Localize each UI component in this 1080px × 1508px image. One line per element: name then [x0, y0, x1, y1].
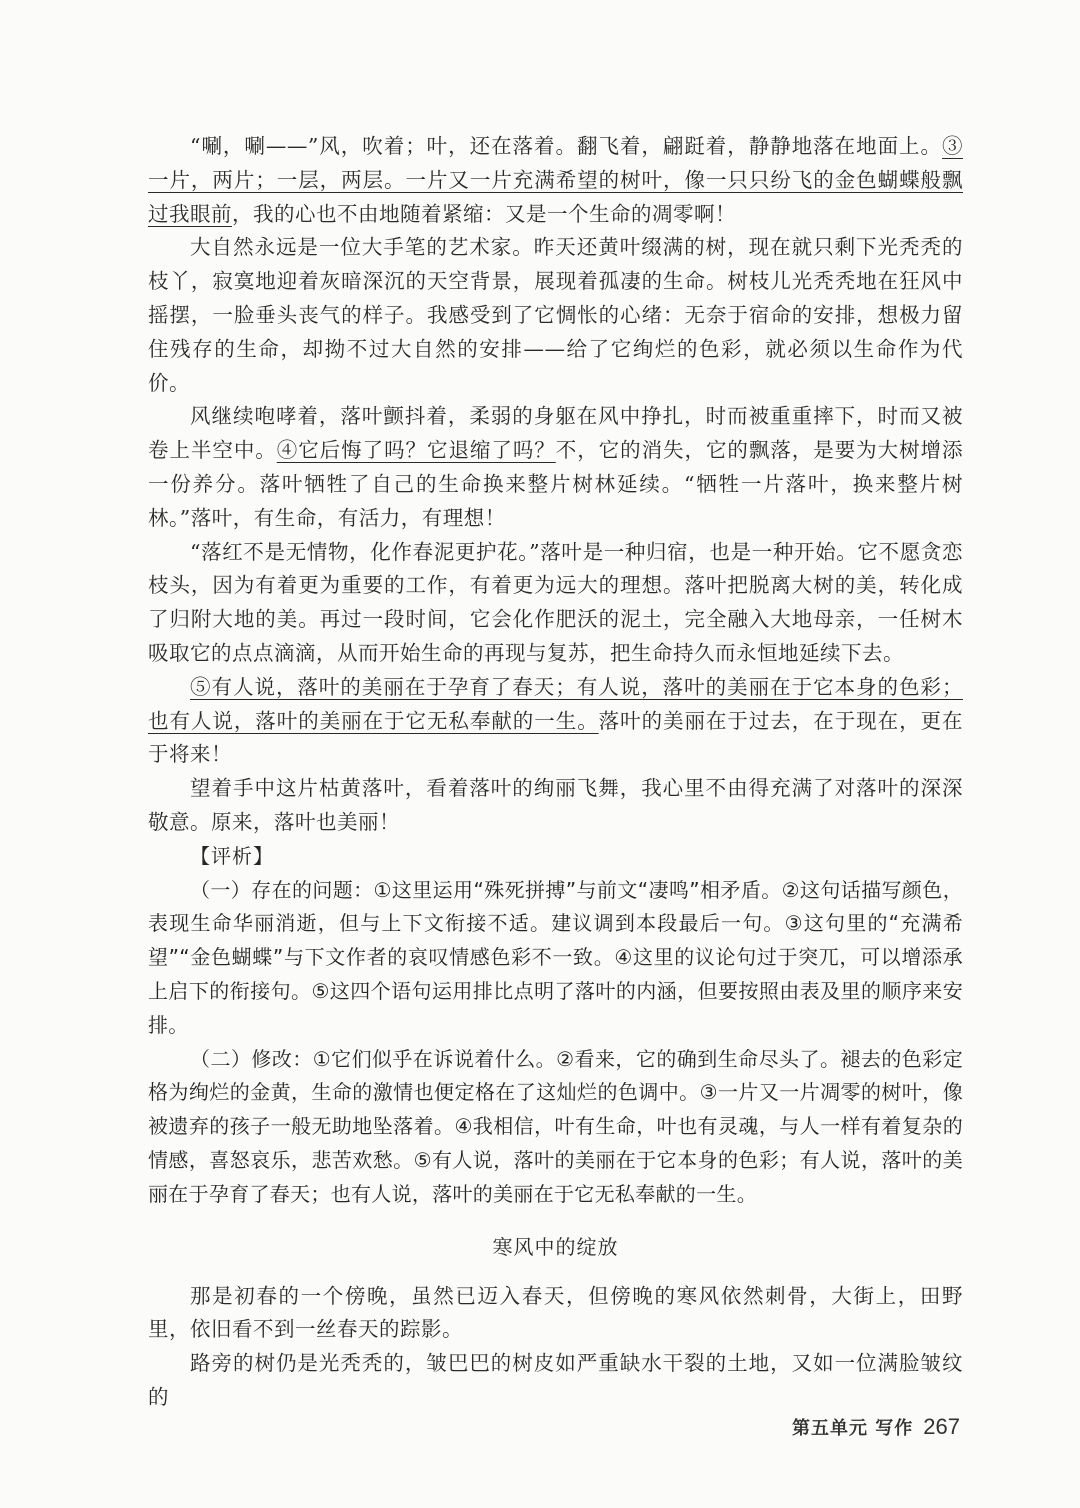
essay-paragraph-6: 望着手中这片枯黄落叶，看着落叶的绚丽飞舞，我心里不由得充满了对落叶的深深敬意。原来，落叶也美丽！: [148, 776, 963, 834]
analysis-heading: 【评析】: [190, 843, 274, 868]
essay-paragraph-3-text: 风继续咆哮着，落叶颤抖着，柔弱的身躯在风中挣扎，时而被重重摔下，时而又被卷上半空中。: [148, 404, 963, 463]
page-number: 267: [923, 1414, 960, 1439]
underlined-sentence-3: ③一片，两片；一层，两层。一片又一片充满希望的树叶，像一只只纷飞的金色蝴蝶般飘过我眼前: [148, 134, 963, 226]
analysis-problems: （一）存在的问题：①这里运用“殊死拼搏”与前文“凄鸣”相矛盾。②这句话描写颜色，表现生命华丽消逝，但与上下文衔接不适。建议调到本段最后一句。③这句里的“充满希望”“金色蝴蝶”与下文作者的哀叹情感色彩不一致。④这里的议论句过于突兀，可以增添承上启下的衔接句。⑤这四个语句运用排比点明了落叶的内涵，但要按照由表及里的顺序来安排。: [148, 877, 963, 1037]
essay2-paragraph-2: 路旁的树仍是光秃秃的，皱巴巴的树皮如严重缺水干裂的土地，又如一位满脸皱纹的: [148, 1351, 963, 1409]
essay-paragraph-5-tail: 落叶的美丽在于过去，在于现在，更在于将来！: [148, 708, 964, 767]
essay-paragraph-2: 大自然永远是一位大手笔的艺术家。昨天还黄叶缀满的树，现在就只剩下光秃秃的枝丫，寂寞地迎着灰暗深沉的天空背景，展现着孤凄的生命。树枝儿光秃秃地在狂风中摇摆，一脸垂头丧气的样子。我感受到了它惆怅的心绪：无奈于宿命的安排，想极力留住残存的生命，却拗不过大自然的安排——给了它绚烂的色彩，就必须以生命作为代价。: [148, 235, 963, 395]
underlined-sentence-5: ⑤有人说，落叶的美丽在于孕育了春天；有人说，落叶的美丽在于它本身的色彩；也有人说，落叶的美丽在于它无私奉献的一生。: [148, 674, 963, 733]
unit-label: 第五单元 写作: [792, 1418, 914, 1439]
essay-paragraph-5: [148, 671, 963, 772]
essay-paragraph-3-tail: 不，它的消失，它的飘落，是要为大树增添一份养分。落叶牺牲了自己的生命换来整片树林延续。“牺牲一片落叶，换来整片树林。”落叶，有生命，有活力，有理想！: [148, 438, 964, 530]
page-body: [148, 130, 963, 1415]
essay-paragraph-1-text: “唰，唰——”风，吹着；叶，还在落着。翻飞着，翩跹着，静静地落在地面上。: [190, 134, 942, 158]
essay-paragraph-1-tail: ，我的心也不由地随着紧缩：又是一个生命的凋零啊！: [232, 201, 736, 226]
analysis-revisions: （二）修改：①它们似乎在诉说着什么。②看来，它的确到生命尽头了。褪去的色彩定格为绚烂的金黄，生命的激情也便定格在了这灿烂的色调中。③一片又一片凋零的树叶，像被遗弃的孩子一般无助地坠落着。④我相信，叶有生命，叶也有灵魂，与人一样有着复杂的情感，喜怒哀乐，悲苦欢愁。⑤有人说，落叶的美丽在于它本身的色彩；有人说，落叶的美丽在于孕育了春天；也有人说，落叶的美丽在于它无私奉献的一生。: [148, 1046, 963, 1206]
essay-paragraph-4: “落红不是无情物，化作春泥更护花。”落叶是一种归宿，也是一种开始。它不愿贪恋枝头，因为有着更为重要的工作，有着更为远大的理想。落叶把脱离大树的美，转化成了归附大地的美。再过一段时间，它会化作肥沃的泥土，完全融入大地母亲，一任树木吸取它的点点滴滴，从而开始生命的再现与复苏，把生命持久而永恒地延续下去。: [148, 539, 963, 665]
essay-paragraph-3: [148, 400, 963, 535]
essay-title: 寒风中的绽放: [492, 1234, 619, 1259]
essay2-paragraph-1: 那是初春的一个傍晚，虽然已迈入春天，但傍晚的寒风依然刺骨，大街上，田野里，依旧看不到一丝春天的踪影。: [148, 1283, 963, 1342]
page-footer: [792, 1414, 960, 1440]
essay-paragraph-1: [148, 130, 963, 231]
underlined-sentence-4: ④它后悔了吗？它退缩了吗？: [276, 438, 556, 463]
